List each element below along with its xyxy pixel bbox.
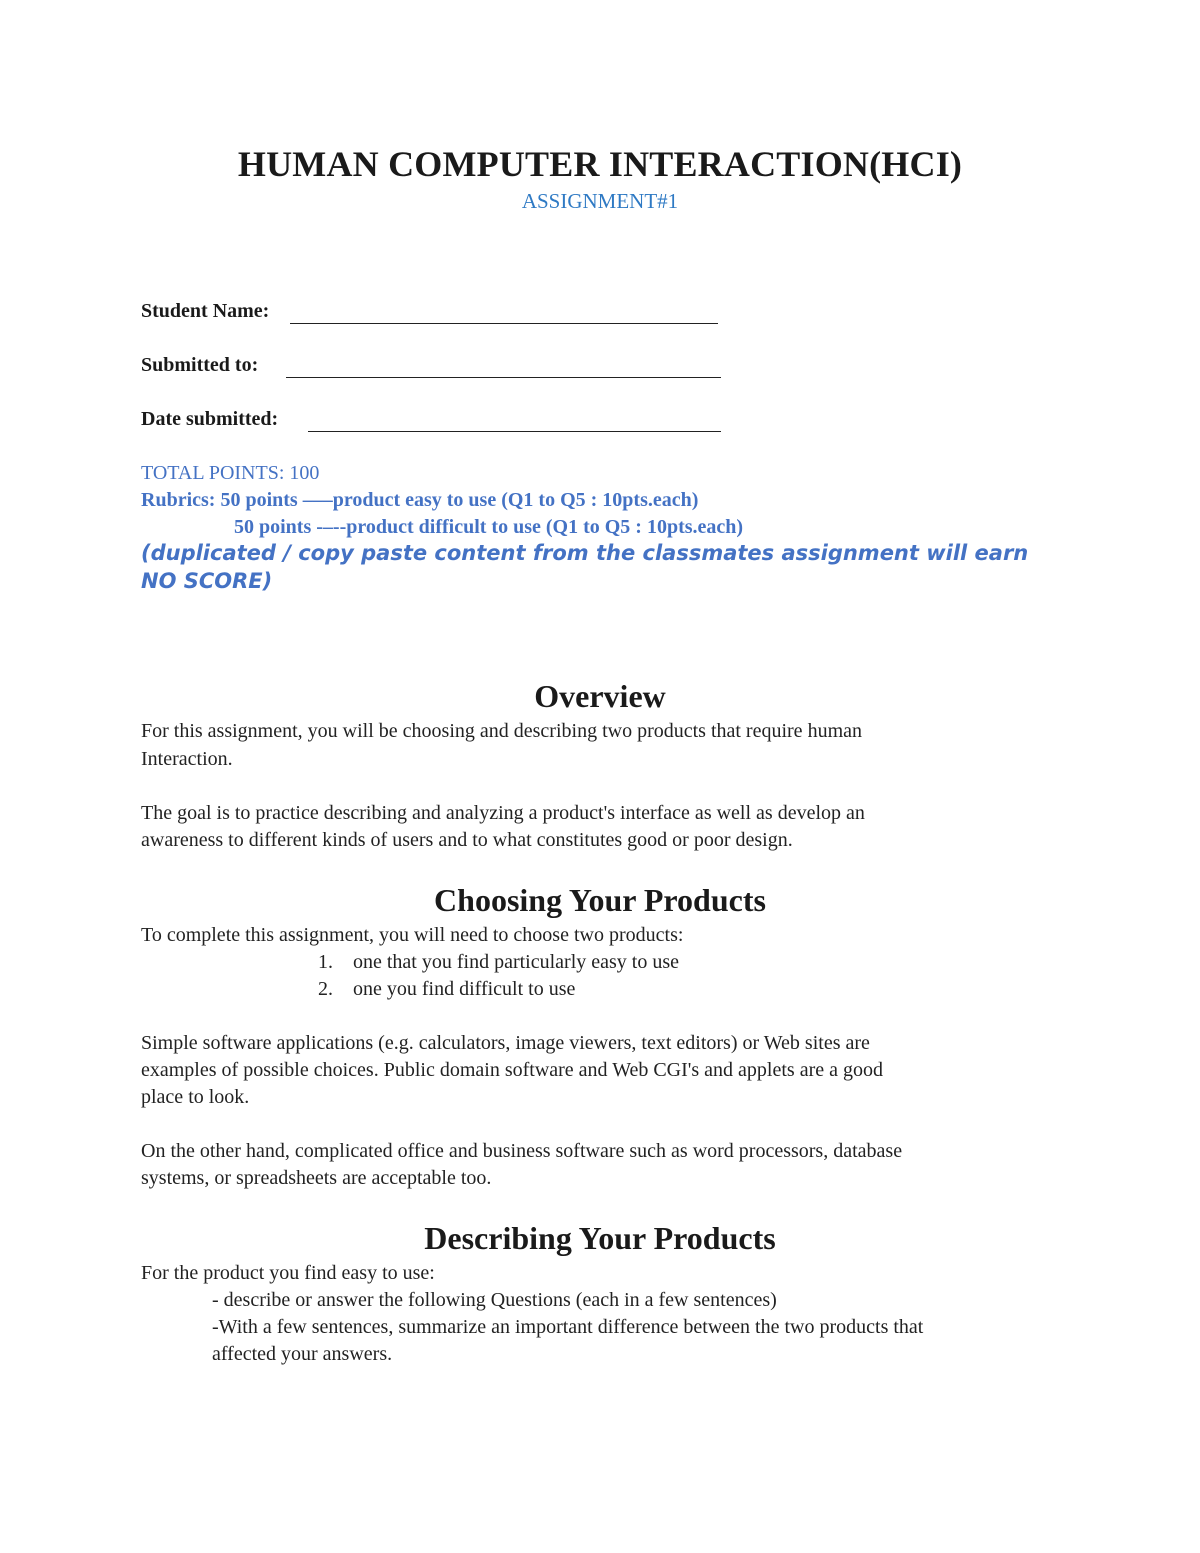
submitted-to-label: Submitted to: [141,354,259,376]
list-item-easy-product: one that you find particularly easy to use [353,951,680,973]
describing-item-2-line-1: -With a few sentences, summarize an important difference between the two products that [212,1316,924,1338]
student-name-line [290,323,718,324]
date-submitted-label: Date submitted: [141,408,279,430]
list-item-number: 1. [318,951,333,973]
assignment-subtitle: ASSIGNMENT#1 [521,189,679,213]
choosing-paragraph-1-line-1: Simple software applications (e.g. calculators, image viewers, text editors) or Web sites are [141,1032,870,1054]
choosing-heading: Choosing Your Products [434,882,766,918]
plagiarism-warning-line1: (duplicated / copy paste content from the classmates assignment will earn [141,541,1029,565]
rubric-easy: Rubrics: 50 points –––product easy to use (Q1 to Q5 : 10pts.each) [141,489,699,511]
choosing-paragraph-2-line-2: systems, or spreadsheets are acceptable too. [141,1167,492,1189]
overview-heading: Overview [534,678,666,714]
choosing-intro: To complete this assignment, you will need to choose two products: [141,924,684,946]
describing-heading: Describing Your Products [424,1220,776,1256]
overview-paragraph-2-line-1: The goal is to practice describing and analyzing a product's interface as well as develop an [141,802,865,824]
choosing-paragraph-1-line-2: examples of possible choices. Public domain software and Web CGI's and applets are a good [141,1059,883,1081]
page-title: HUMAN COMPUTER INTERACTION(HCI) [237,144,963,184]
overview-paragraph-1-line-1: For this assignment, you will be choosing and describing two products that require human [141,720,862,742]
overview-paragraph-2-line-2: awareness to different kinds of users and to what constitutes good or poor design. [141,829,793,851]
choosing-paragraph-2-line-1: On the other hand, complicated office and business software such as word processors, database [141,1140,903,1162]
describing-intro: For the product you find easy to use: [141,1262,435,1284]
overview-paragraph-1-line-2: Interaction. [141,748,233,770]
choosing-paragraph-1-line-3: place to look. [141,1086,250,1108]
describing-item-2-line-2: affected your answers. [212,1343,393,1365]
rubric-difficult: 50 points -–--product difficult to use (Q1 to Q5 : 10pts.each) [234,516,744,538]
total-points: TOTAL POINTS: 100 [141,462,320,484]
date-submitted-line [308,431,721,432]
student-name-label: Student Name: [141,300,270,322]
describing-item-1: - describe or answer the following Questions (each in a few sentences) [212,1289,777,1311]
list-item-difficult-product: one you find difficult to use [353,978,576,1000]
submitted-to-line [286,377,721,378]
plagiarism-warning-line2: NO SCORE) [141,569,273,593]
list-item-number: 2. [318,978,333,1000]
